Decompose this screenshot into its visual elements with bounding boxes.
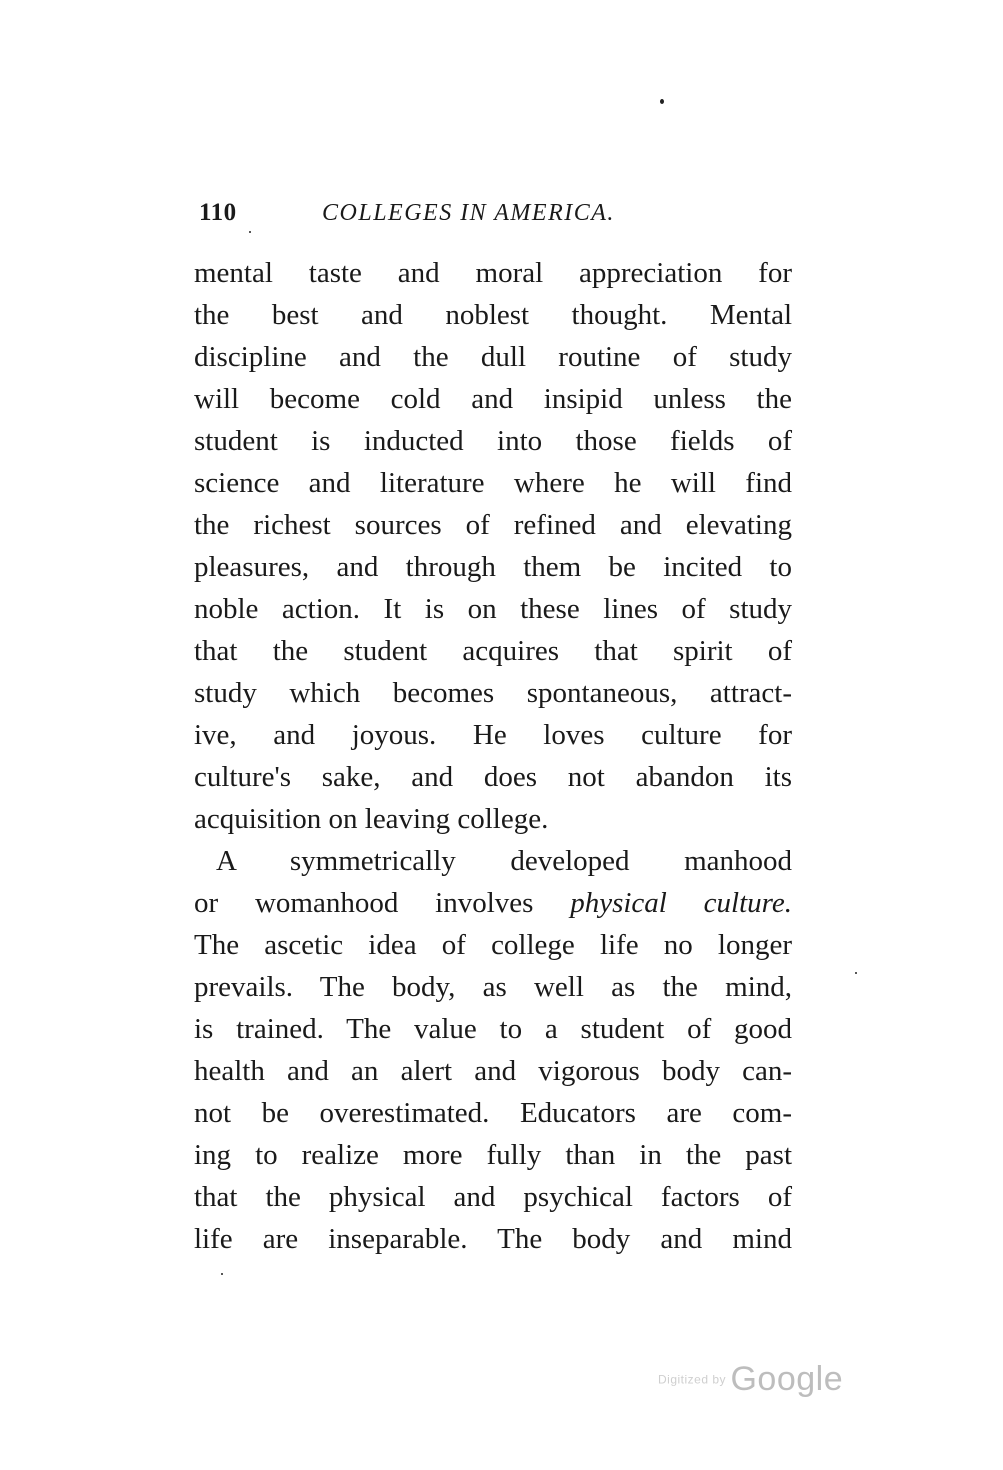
text-line: mental taste and moral appreciation for <box>194 257 792 289</box>
digitized-by-google-watermark <box>658 1360 843 1399</box>
running-head <box>199 196 719 230</box>
text-line: study which becomes spontaneous, attract- <box>194 677 792 709</box>
text-line: A symmetrically developed manhood <box>216 845 792 877</box>
body-text <box>194 252 792 1260</box>
text-line: ing to realize more fully than in the past <box>194 1139 792 1171</box>
text-segment: or womanhood involves <box>194 887 571 919</box>
text-line: health and an alert and vigorous body can- <box>194 1055 792 1087</box>
page-number: 110 <box>199 199 237 226</box>
text-line: ive, and joyous. He loves culture for <box>194 719 792 751</box>
google-logo: Google <box>730 1360 844 1398</box>
scan-speck <box>855 972 857 974</box>
text-line: not be overestimated. Educators are com- <box>194 1097 792 1129</box>
text-line: the richest sources of refined and elevating <box>194 509 792 541</box>
running-title: COLLEGES IN AMERICA. <box>322 200 615 226</box>
watermark-prefix: Digitized by <box>658 1372 727 1387</box>
text-line: will become cold and insipid unless the <box>194 383 792 415</box>
text-line: student is inducted into those fields of <box>194 425 792 457</box>
text-line: The ascetic idea of college life no longer <box>194 929 792 961</box>
text-line: discipline and the dull routine of study <box>194 341 792 373</box>
text-line: that the student acquires that spirit of <box>194 635 792 667</box>
emphasis-text: physical culture. <box>570 887 792 919</box>
text-line: acquisition on leaving college. <box>194 803 549 835</box>
text-line: pleasures, and through them be incited to <box>194 551 792 583</box>
scan-speck <box>249 231 251 233</box>
scan-speck <box>660 99 664 104</box>
text-line <box>194 882 792 924</box>
text-line: noble action. It is on these lines of study <box>194 593 792 625</box>
paragraph <box>194 840 792 1260</box>
text-line: life are inseparable. The body and mind <box>194 1223 792 1255</box>
scan-speck <box>221 1273 223 1275</box>
paragraph <box>194 252 792 840</box>
text-line: culture's sake, and does not abandon its <box>194 761 792 793</box>
text-line: science and literature where he will find <box>194 467 792 499</box>
text-line: the best and noblest thought. Mental <box>194 299 792 331</box>
text-line: that the physical and psychical factors of <box>194 1181 792 1213</box>
text-line: prevails. The body, as well as the mind, <box>194 971 792 1003</box>
text-line: is trained. The value to a student of good <box>194 1013 792 1045</box>
